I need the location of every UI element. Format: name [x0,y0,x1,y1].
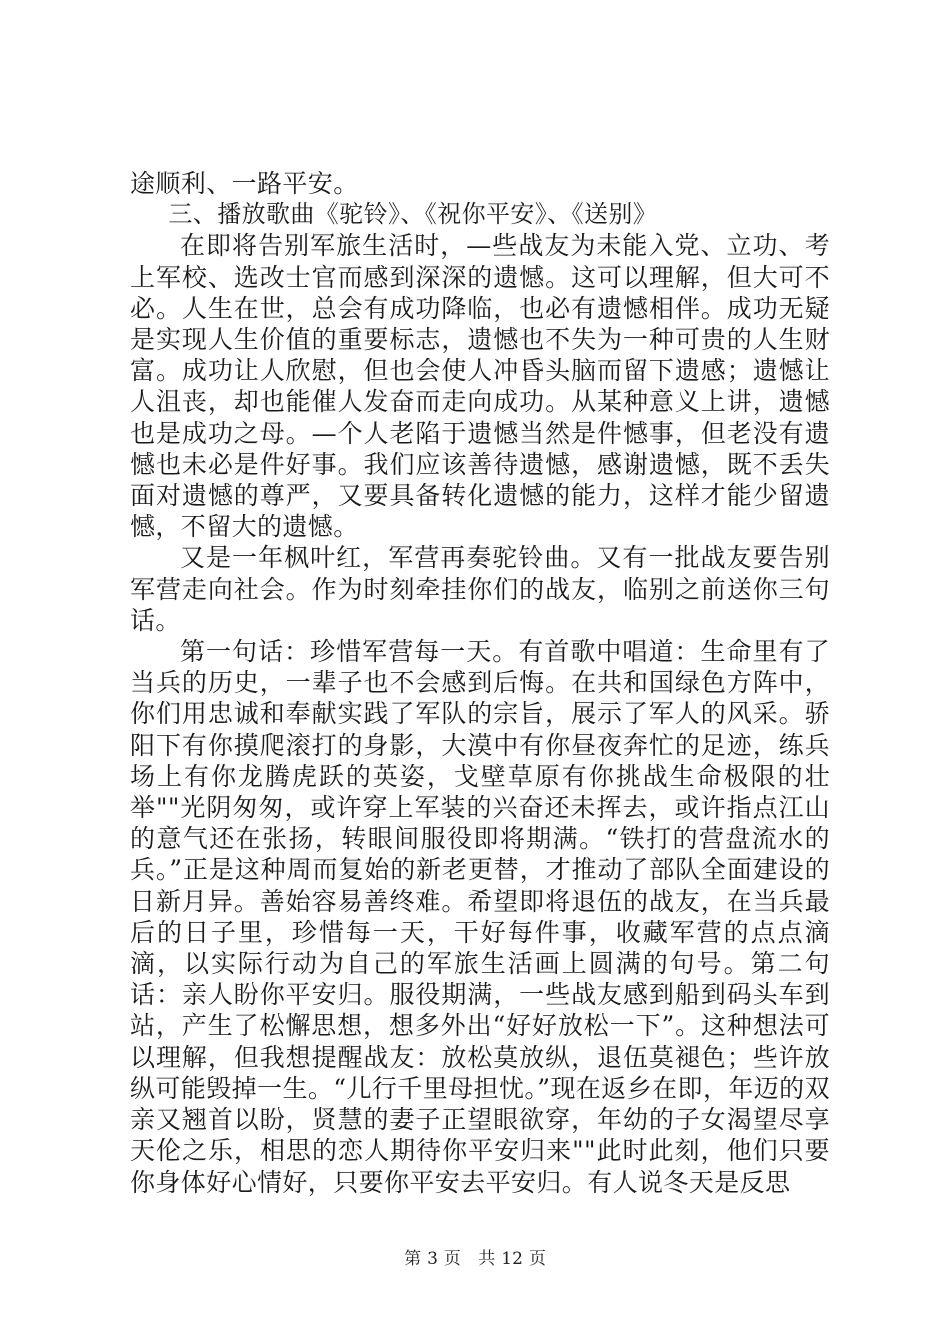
paragraph-farewell: 又是一年枫叶红，军营再奏驼铃曲。又有一批战友要告别军营走向社会。作为时刻牵挂你们的战友，临别之前送你三句话。 [130,543,830,635]
carryover-line: 途顺利、一路平安。 [130,169,359,198]
total-prefix: 共 [478,1249,496,1269]
total-indicator [475,1249,549,1269]
section-heading: 三、播放歌曲《驼铃》、《祝你平安》、《送别》 [168,200,658,229]
paragraph-regrets: 在即将告别军旅生活时，—些战友为未能入党、立功、考上军校、选改士官而感到深深的遗憾。这可以理解，但大可不必。人生在世，总会有成功降临，也必有遗憾相伴。成功无疑是实现人生价值的重要标志，遗憾也不失为一种可贵的人生财富。成功让人欣慰，但也会使人冲昏头脑而留下遗感；遗憾让人沮丧，却也能催人发奋而走向成功。从某种意义上讲，遗憾也是成功之母。—个人老陷于遗憾当然是件憾事，但老没有遗憾也未必是件好事。我们应该善待遗憾，感谢遗憾，既不丢失面对遗憾的尊严，又要具备转化遗憾的能力，这样才能少留遗憾，不留大的遗憾。 [130,231,830,542]
total-suffix: 页 [528,1249,546,1269]
paragraph-first-words: 第一句话：珍惜军营每一天。有首歌中唱道：生命里有了当兵的历史，一辈子也不会感到后悔。在共和国绿色方阵中，你们用忠诚和奉献实践了军队的宗旨，展示了军人的风采。骄阳下有你摸爬滚打的身影，大漠中有你昼夜奔忙的足迹，练兵场上有你龙腾虎跃的英姿，戈壁草原有你挑战生命极限的壮举""光阴匆匆，或许穿上军装的兴奋还未挥去，或许指点江山的意气还在张扬，转眼间服役即将期满。“铁打的营盘流水的兵。”正是这种周而复始的新老更替，才推动了部队全面建设的日新月异。善始容易善终难。希望即将退伍的战友，在当兵最后的日子里，珍惜每一天，干好每件事，收藏军营的点点滴滴，以实际行动为自己的军旅生活画上圆满的句号。第二句话：亲人盼你平安归。服役期满，一些战友感到船到码头车到站，产生了松懈思想，想多外出“好好放松一下”。这种想法可以理解，但我想提醒战友：放松莫放纵，退伍莫褪色；些许放纵可能毁掉一生。“儿行千里母担忧。”现在返乡在即，年迈的双亲又翘首以盼，贤慧的妻子正望眼欲穿，年幼的子女渴望尽享天伦之乐，相思的恋人期待你平安归来""此时此刻，他们只要你身体好心情好，只要你平安去平安归。有人说冬天是反思 [130,637,830,1197]
document-body [130,168,830,1198]
page-number: 3 [427,1249,438,1269]
total-pages: 12 [501,1249,523,1269]
page-footer [0,1244,950,1269]
page-suffix: 页 [443,1249,461,1269]
page-prefix: 第 [404,1249,422,1269]
page-indicator [401,1249,464,1269]
